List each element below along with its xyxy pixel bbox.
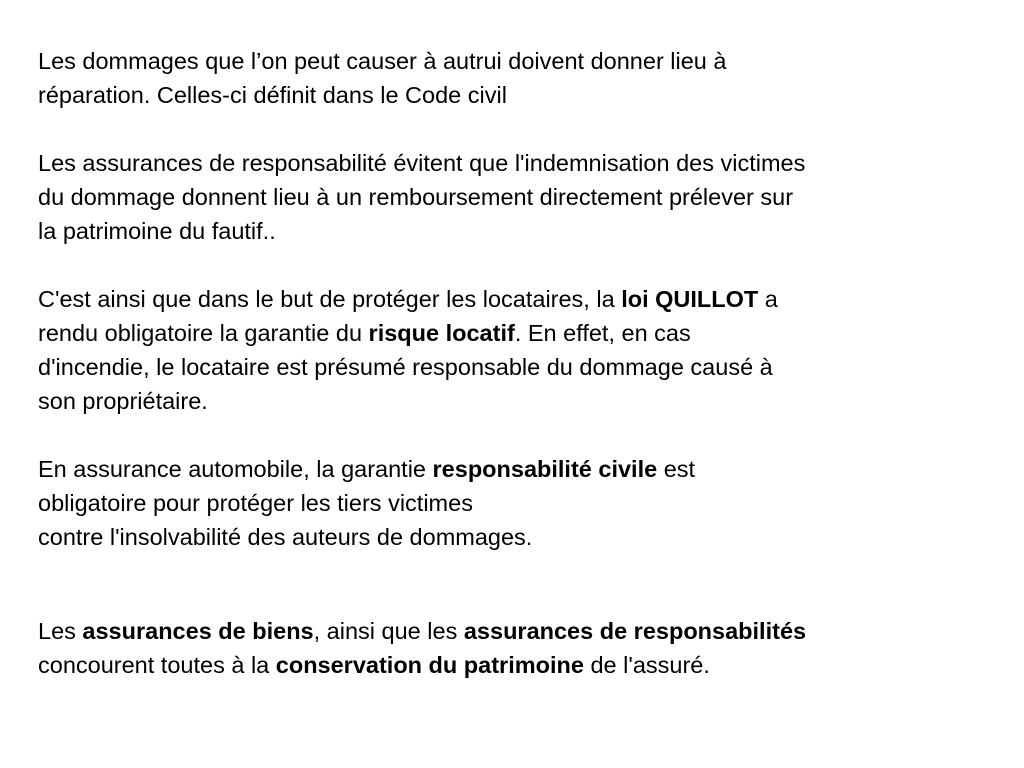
- slide-body: [38, 44, 998, 682]
- text-segment: C'est ainsi que dans le but de protéger les locataires, la: [38, 286, 622, 312]
- bold-term-risque-locatif: risque locatif: [368, 320, 515, 346]
- text-segment: de l'assuré.: [583, 652, 710, 678]
- text-segment: , ainsi que les: [313, 618, 464, 644]
- paragraph-conservation-patrimoine: [38, 614, 998, 682]
- text-line: [38, 282, 998, 316]
- text-segment: concourent toutes à la: [38, 652, 276, 678]
- paragraph-loi-quillot: [38, 282, 998, 418]
- text-segment: Les: [38, 618, 83, 644]
- paragraph-reparation: [38, 44, 998, 112]
- text-line: du dommage donnent lieu à un remboursement directement prélever sur: [38, 184, 794, 210]
- text-segment: rendu obligatoire la garantie du: [38, 320, 369, 346]
- text-line: la patrimoine du fautif..: [38, 218, 276, 244]
- paragraph-spacer: [38, 554, 998, 614]
- bold-term-responsabilite-civile: responsabilité civile: [432, 456, 658, 482]
- bold-term-assurances-de-responsabilites: assurances de responsabilités: [463, 618, 807, 644]
- text-segment: est: [657, 456, 696, 482]
- text-line: obligatoire pour protéger les tiers victimes: [38, 490, 473, 516]
- paragraph-assurance-automobile: [38, 452, 998, 554]
- text-line: Les dommages que l’on peut causer à autrui doivent donner lieu à: [38, 48, 727, 74]
- bold-term-loi-quillot: loi QUILLOT: [621, 286, 759, 312]
- text-segment: . En effet, en cas: [514, 320, 691, 346]
- text-line: [38, 614, 998, 648]
- paragraph-spacer: [38, 418, 998, 452]
- text-line: contre l'insolvabilité des auteurs de dommages.: [38, 524, 533, 550]
- bold-term-conservation-du-patrimoine: conservation du patrimoine: [275, 652, 584, 678]
- paragraph-spacer: [38, 112, 998, 146]
- text-segment: a: [758, 286, 778, 312]
- paragraph-assurances-responsabilite: [38, 146, 998, 248]
- text-segment: En assurance automobile, la garantie: [38, 456, 433, 482]
- text-line: d'incendie, le locataire est présumé responsable du dommage causé à: [38, 354, 773, 380]
- text-line: [38, 316, 998, 350]
- paragraph-spacer: [38, 248, 998, 282]
- text-line: Les assurances de responsabilité évitent que l'indemnisation des victimes: [38, 150, 806, 176]
- text-line: son propriétaire.: [38, 388, 208, 414]
- text-line: [38, 452, 998, 486]
- text-line: réparation. Celles-ci définit dans le Code civil: [38, 82, 507, 108]
- text-line: [38, 648, 998, 682]
- bold-term-assurances-de-biens: assurances de biens: [82, 618, 314, 644]
